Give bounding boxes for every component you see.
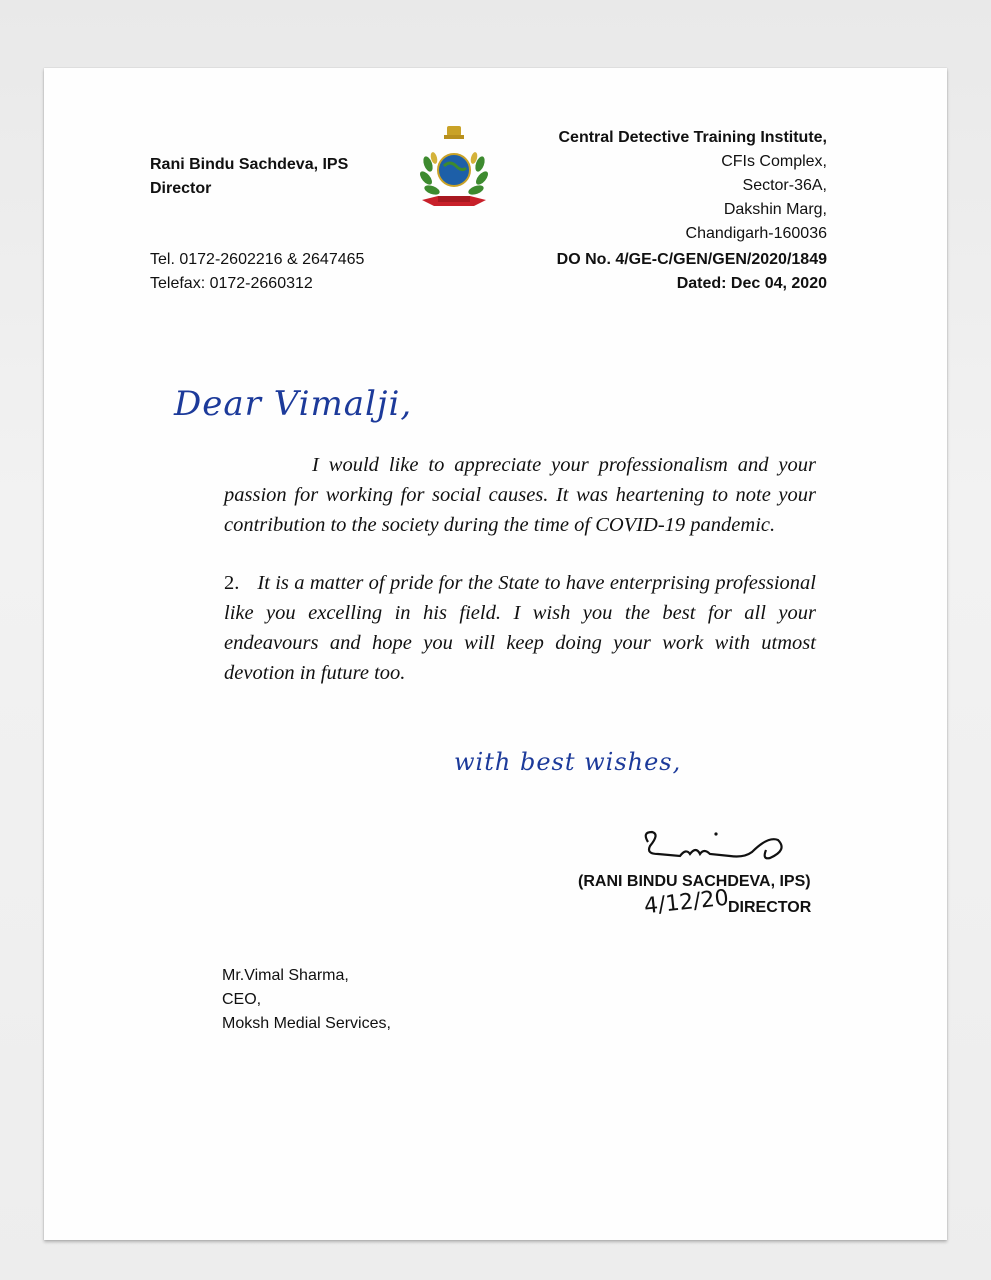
institute-address-line: Sector-36A,	[742, 177, 827, 194]
letter-page	[44, 68, 947, 1240]
sender-tel: Tel. 0172-2602216 & 2647465	[150, 251, 365, 268]
signatory-title: DIRECTOR	[728, 899, 812, 916]
recipient-line: CEO,	[222, 991, 262, 1008]
institute-block	[559, 126, 828, 246]
sender-block	[150, 153, 348, 201]
paragraph-1: I would like to appreciate your professionalism and your passion for working for social causes. It was heartening to note your contribution to the society during the time of COVID-19 pandemic.	[224, 454, 816, 536]
paragraph-2	[224, 568, 816, 688]
sender-designation: Director	[150, 180, 212, 197]
paragraph-2-number: 2.	[224, 572, 240, 594]
recipient-block	[222, 964, 391, 1036]
institute-address-line: CFIs Complex,	[721, 153, 827, 170]
contact-block	[150, 248, 364, 296]
closing: with best wishes,	[454, 748, 682, 776]
signature-scribble	[640, 828, 800, 872]
salutation: Dear Vimalji,	[174, 384, 413, 424]
paragraph-2-text: It is a matter of pride for the State to have enterprising professional like you excelling in his field. I wish you the best for all your endeavours and hope you will keep doing your work with utmost devotion in future too.	[224, 572, 816, 684]
institute-name: Central Detective Training Institute,	[558, 129, 827, 146]
recipient-line: Moksh Medial Services,	[222, 1015, 391, 1032]
recipient-line: Mr.Vimal Sharma,	[222, 967, 349, 984]
handwritten-date: 4/12/20	[642, 885, 730, 920]
sender-telefax: Telefax: 0172-2660312	[150, 275, 313, 292]
do-number: DO No. 4/GE-C/GEN/GEN/2020/1849	[556, 251, 827, 268]
sender-name: Rani Bindu Sachdeva, IPS	[150, 156, 349, 173]
institute-address-line: Dakshin Marg,	[723, 201, 827, 218]
police-emblem-icon	[414, 124, 494, 214]
reference-block	[557, 248, 827, 296]
letter-date: Dated: Dec 04, 2020	[676, 275, 827, 292]
signatory-name: (RANI BINDU SACHDEVA, IPS)	[578, 873, 811, 890]
institute-address-line: Chandigarh-160036	[685, 225, 827, 242]
